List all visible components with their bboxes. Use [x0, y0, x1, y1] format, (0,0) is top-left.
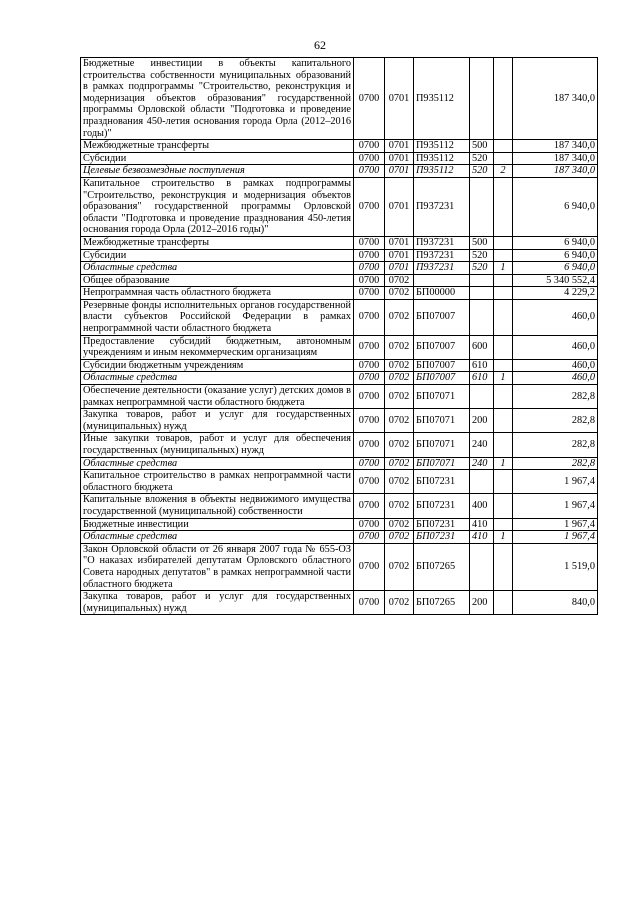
- section-code-cell: 0700: [354, 543, 385, 590]
- amount-cell: 460,0: [513, 372, 598, 385]
- funding-source-code-cell: [494, 518, 513, 531]
- subsection-code-cell: 0702: [385, 543, 414, 590]
- expense-type-code-cell: 200: [470, 591, 494, 615]
- section-code-cell: 0700: [354, 409, 385, 433]
- section-code-cell: 0700: [354, 372, 385, 385]
- target-item-code-cell: П935112: [414, 152, 470, 165]
- section-code-cell: 0700: [354, 249, 385, 262]
- funding-source-code-cell: [494, 494, 513, 518]
- section-code-cell: 0700: [354, 177, 385, 236]
- expense-type-code-cell: 200: [470, 409, 494, 433]
- amount-cell: 1 519,0: [513, 543, 598, 590]
- expense-type-code-cell: 520: [470, 262, 494, 275]
- amount-cell: 282,8: [513, 385, 598, 409]
- section-code-cell: 0700: [354, 287, 385, 300]
- funding-source-code-cell: [494, 58, 513, 140]
- subsection-code-cell: 0702: [385, 372, 414, 385]
- item-name-cell: Областные средства: [81, 457, 354, 470]
- target-item-code-cell: БП07231: [414, 518, 470, 531]
- expense-type-code-cell: 600: [470, 335, 494, 359]
- table-row: [81, 152, 598, 165]
- section-code-cell: 0700: [354, 359, 385, 372]
- expense-type-code-cell: [470, 299, 494, 335]
- subsection-code-cell: 0702: [385, 359, 414, 372]
- item-name-cell: Закупка товаров, работ и услуг для государственных (муниципальных) нужд: [81, 409, 354, 433]
- expense-type-code-cell: 240: [470, 457, 494, 470]
- expense-type-code-cell: 410: [470, 531, 494, 544]
- section-code-cell: 0700: [354, 385, 385, 409]
- table-row: [81, 177, 598, 236]
- amount-cell: 840,0: [513, 591, 598, 615]
- target-item-code-cell: П937231: [414, 262, 470, 275]
- item-name-cell: Резервные фонды исполнительных органов государственной власти субъектов Российской Федерации в рамках непрограммной части областного бюджета: [81, 299, 354, 335]
- subsection-code-cell: 0701: [385, 236, 414, 249]
- amount-cell: 5 340 552,4: [513, 274, 598, 287]
- expense-type-code-cell: 240: [470, 433, 494, 457]
- item-name-cell: Бюджетные инвестиции: [81, 518, 354, 531]
- section-code-cell: 0700: [354, 165, 385, 178]
- funding-source-code-cell: [494, 470, 513, 494]
- section-code-cell: 0700: [354, 152, 385, 165]
- amount-cell: 6 940,0: [513, 177, 598, 236]
- item-name-cell: Субсидии бюджетным учреждениям: [81, 359, 354, 372]
- amount-cell: 187 340,0: [513, 58, 598, 140]
- item-name-cell: Закупка товаров, работ и услуг для государственных (муниципальных) нужд: [81, 591, 354, 615]
- table-row: [81, 140, 598, 153]
- section-code-cell: 0700: [354, 531, 385, 544]
- section-code-cell: 0700: [354, 274, 385, 287]
- expense-type-code-cell: 500: [470, 140, 494, 153]
- table-row: [81, 274, 598, 287]
- item-name-cell: Предоставление субсидий бюджетным, автономным учреждениям и иным некоммерческим организациям: [81, 335, 354, 359]
- funding-source-code-cell: [494, 287, 513, 300]
- amount-cell: 282,8: [513, 457, 598, 470]
- table-row: [81, 531, 598, 544]
- funding-source-code-cell: [494, 299, 513, 335]
- target-item-code-cell: П935112: [414, 58, 470, 140]
- funding-source-code-cell: [494, 249, 513, 262]
- funding-source-code-cell: [494, 335, 513, 359]
- amount-cell: 6 940,0: [513, 236, 598, 249]
- section-code-cell: 0700: [354, 58, 385, 140]
- table-row: [81, 287, 598, 300]
- section-code-cell: 0700: [354, 591, 385, 615]
- amount-cell: 187 340,0: [513, 140, 598, 153]
- amount-cell: 6 940,0: [513, 262, 598, 275]
- subsection-code-cell: 0702: [385, 470, 414, 494]
- expense-type-code-cell: 520: [470, 165, 494, 178]
- item-name-cell: Капитальные вложения в объекты недвижимого имущества государственной (муниципальной) собственности: [81, 494, 354, 518]
- target-item-code-cell: БП07007: [414, 335, 470, 359]
- funding-source-code-cell: [494, 359, 513, 372]
- amount-cell: 460,0: [513, 359, 598, 372]
- subsection-code-cell: 0702: [385, 409, 414, 433]
- funding-source-code-cell: 1: [494, 457, 513, 470]
- table-row: [81, 494, 598, 518]
- subsection-code-cell: 0701: [385, 177, 414, 236]
- expense-type-code-cell: 520: [470, 249, 494, 262]
- table-row: [81, 262, 598, 275]
- table-row: [81, 433, 598, 457]
- section-code-cell: 0700: [354, 262, 385, 275]
- amount-cell: 282,8: [513, 433, 598, 457]
- funding-source-code-cell: [494, 591, 513, 615]
- item-name-cell: Субсидии: [81, 249, 354, 262]
- table-row: [81, 591, 598, 615]
- amount-cell: 1 967,4: [513, 470, 598, 494]
- item-name-cell: Областные средства: [81, 531, 354, 544]
- target-item-code-cell: БП00000: [414, 287, 470, 300]
- subsection-code-cell: 0702: [385, 287, 414, 300]
- funding-source-code-cell: 2: [494, 165, 513, 178]
- expense-type-code-cell: [470, 385, 494, 409]
- subsection-code-cell: 0701: [385, 165, 414, 178]
- target-item-code-cell: П935112: [414, 140, 470, 153]
- amount-cell: 187 340,0: [513, 152, 598, 165]
- subsection-code-cell: 0701: [385, 140, 414, 153]
- funding-source-code-cell: [494, 385, 513, 409]
- amount-cell: 6 940,0: [513, 249, 598, 262]
- target-item-code-cell: П937231: [414, 177, 470, 236]
- section-code-cell: 0700: [354, 433, 385, 457]
- table-row: [81, 385, 598, 409]
- item-name-cell: Бюджетные инвестиции в объекты капитального строительства собственности муниципальных образований в рамках подпрограммы "Строительство, реконструкция и модернизация объектов образования" государственной программы Орловской области "Подготовка и проведение празднования 450-летия основания города Орла (2012–2016 годы)": [81, 58, 354, 140]
- amount-cell: 460,0: [513, 299, 598, 335]
- item-name-cell: Областные средства: [81, 372, 354, 385]
- table-row: [81, 236, 598, 249]
- funding-source-code-cell: 1: [494, 372, 513, 385]
- target-item-code-cell: БП07007: [414, 359, 470, 372]
- table-row: [81, 299, 598, 335]
- subsection-code-cell: 0701: [385, 262, 414, 275]
- expense-type-code-cell: 400: [470, 494, 494, 518]
- target-item-code-cell: БП07007: [414, 299, 470, 335]
- section-code-cell: 0700: [354, 518, 385, 531]
- target-item-code-cell: [414, 274, 470, 287]
- expense-type-code-cell: [470, 470, 494, 494]
- subsection-code-cell: 0702: [385, 518, 414, 531]
- funding-source-code-cell: [494, 152, 513, 165]
- expense-type-code-cell: 410: [470, 518, 494, 531]
- amount-cell: 1 967,4: [513, 494, 598, 518]
- target-item-code-cell: П937231: [414, 249, 470, 262]
- item-name-cell: Целевые безвозмездные поступления: [81, 165, 354, 178]
- section-code-cell: 0700: [354, 335, 385, 359]
- subsection-code-cell: 0701: [385, 58, 414, 140]
- table-row: [81, 409, 598, 433]
- subsection-code-cell: 0701: [385, 249, 414, 262]
- subsection-code-cell: 0702: [385, 494, 414, 518]
- target-item-code-cell: БП07265: [414, 591, 470, 615]
- funding-source-code-cell: [494, 236, 513, 249]
- item-name-cell: Субсидии: [81, 152, 354, 165]
- funding-source-code-cell: 1: [494, 262, 513, 275]
- section-code-cell: 0700: [354, 299, 385, 335]
- table-row: [81, 470, 598, 494]
- subsection-code-cell: 0702: [385, 457, 414, 470]
- item-name-cell: Закон Орловской области от 26 января 2007 года № 655-ОЗ "О наказах избирателей депутатам Орловского областного Совета народных депутатов" в рамках непрограммной части областного бюджета: [81, 543, 354, 590]
- budget-table: [80, 57, 598, 615]
- funding-source-code-cell: 1: [494, 531, 513, 544]
- item-name-cell: Обеспечение деятельности (оказание услуг) детских домов в рамках непрограммной части областного бюджета: [81, 385, 354, 409]
- table-row: [81, 249, 598, 262]
- expense-type-code-cell: [470, 177, 494, 236]
- expense-type-code-cell: 610: [470, 359, 494, 372]
- target-item-code-cell: БП07071: [414, 433, 470, 457]
- amount-cell: 1 967,4: [513, 518, 598, 531]
- table-row: [81, 359, 598, 372]
- item-name-cell: Капитальное строительство в рамках подпрограммы "Строительство, реконструкция и модернизация объектов образования" государственной программы Орловской области "Подготовка и проведение празднования 450-летия основания города Орла (2012–2016 годы)": [81, 177, 354, 236]
- subsection-code-cell: 0702: [385, 385, 414, 409]
- target-item-code-cell: БП07265: [414, 543, 470, 590]
- expense-type-code-cell: [470, 543, 494, 590]
- page-number: 62: [314, 38, 326, 52]
- section-code-cell: 0700: [354, 140, 385, 153]
- subsection-code-cell: 0702: [385, 299, 414, 335]
- subsection-code-cell: 0701: [385, 152, 414, 165]
- item-name-cell: Межбюджетные трансферты: [81, 236, 354, 249]
- target-item-code-cell: БП07231: [414, 531, 470, 544]
- target-item-code-cell: П935112: [414, 165, 470, 178]
- table-row: [81, 457, 598, 470]
- expense-type-code-cell: [470, 274, 494, 287]
- target-item-code-cell: БП07071: [414, 409, 470, 433]
- funding-source-code-cell: [494, 140, 513, 153]
- amount-cell: 282,8: [513, 409, 598, 433]
- funding-source-code-cell: [494, 543, 513, 590]
- target-item-code-cell: БП07231: [414, 470, 470, 494]
- subsection-code-cell: 0702: [385, 591, 414, 615]
- table-row: [81, 335, 598, 359]
- section-code-cell: 0700: [354, 457, 385, 470]
- target-item-code-cell: П937231: [414, 236, 470, 249]
- amount-cell: 1 967,4: [513, 531, 598, 544]
- subsection-code-cell: 0702: [385, 335, 414, 359]
- item-name-cell: Иные закупки товаров, работ и услуг для обеспечения государственных (муниципальных) нужд: [81, 433, 354, 457]
- amount-cell: 460,0: [513, 335, 598, 359]
- expense-type-code-cell: 520: [470, 152, 494, 165]
- expense-type-code-cell: 610: [470, 372, 494, 385]
- expense-type-code-cell: [470, 287, 494, 300]
- section-code-cell: 0700: [354, 470, 385, 494]
- target-item-code-cell: БП07231: [414, 494, 470, 518]
- expense-type-code-cell: 500: [470, 236, 494, 249]
- funding-source-code-cell: [494, 274, 513, 287]
- section-code-cell: 0700: [354, 494, 385, 518]
- subsection-code-cell: 0702: [385, 274, 414, 287]
- table-row: [81, 58, 598, 140]
- item-name-cell: Межбюджетные трансферты: [81, 140, 354, 153]
- amount-cell: 4 229,2: [513, 287, 598, 300]
- expense-type-code-cell: [470, 58, 494, 140]
- table-row: [81, 165, 598, 178]
- table-row: [81, 372, 598, 385]
- amount-cell: 187 340,0: [513, 165, 598, 178]
- item-name-cell: Капитальное строительство в рамках непрограммной части областного бюджета: [81, 470, 354, 494]
- item-name-cell: Областные средства: [81, 262, 354, 275]
- funding-source-code-cell: [494, 409, 513, 433]
- item-name-cell: Общее образование: [81, 274, 354, 287]
- subsection-code-cell: 0702: [385, 433, 414, 457]
- table-row: [81, 543, 598, 590]
- section-code-cell: 0700: [354, 236, 385, 249]
- target-item-code-cell: БП07071: [414, 457, 470, 470]
- funding-source-code-cell: [494, 177, 513, 236]
- table-row: [81, 518, 598, 531]
- funding-source-code-cell: [494, 433, 513, 457]
- target-item-code-cell: БП07007: [414, 372, 470, 385]
- item-name-cell: Непрограммная часть областного бюджета: [81, 287, 354, 300]
- subsection-code-cell: 0702: [385, 531, 414, 544]
- target-item-code-cell: БП07071: [414, 385, 470, 409]
